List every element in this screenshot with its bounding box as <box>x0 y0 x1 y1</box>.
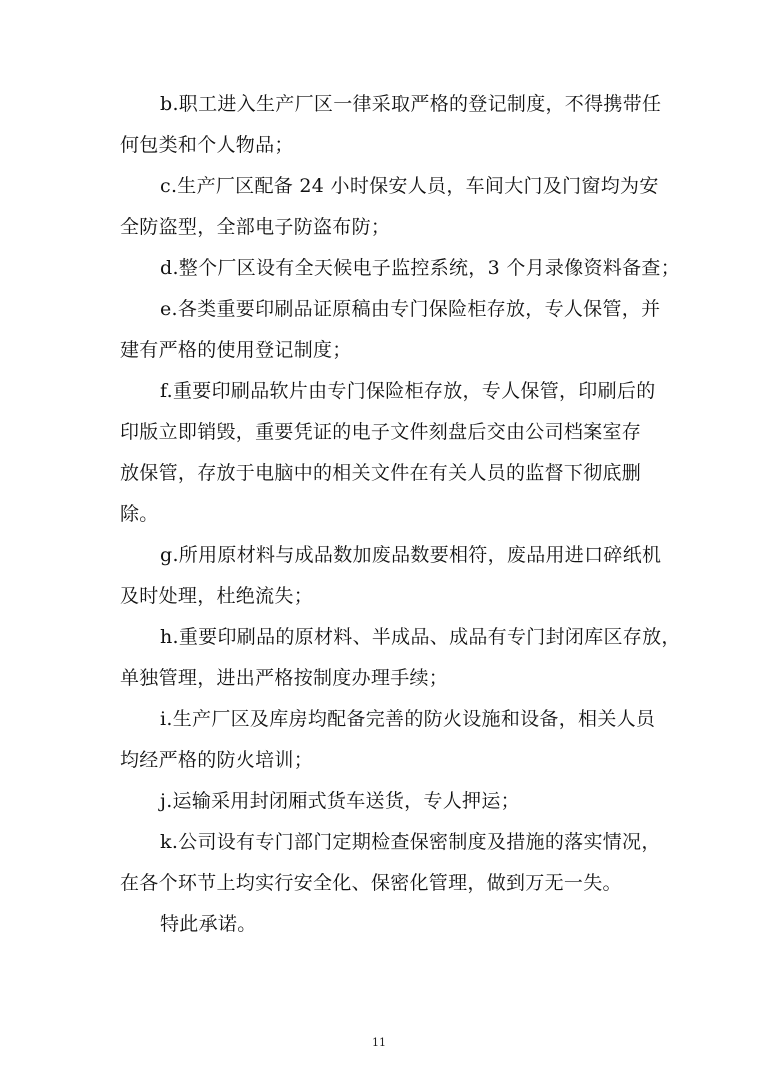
text-line: i.生产厂区及库房均配备完善的防火设施和设备，相关人员 <box>160 708 656 730</box>
text-line: 全防盗型，全部电子防盗布防； <box>120 216 391 238</box>
text-line: 何包类和个人物品； <box>120 134 294 156</box>
text-line: e.各类重要印刷品证原稿由专门保险柜存放，专人保管，并 <box>160 298 661 320</box>
text-line: 印版立即销毁，重要凭证的电子文件刻盘后交由公司档案室存 <box>120 421 642 443</box>
text-line: 建有严格的使用登记制度； <box>120 339 352 361</box>
text-line: 除。 <box>120 503 159 525</box>
text-line: 单独管理，进出严格按制度办理手续； <box>120 667 449 689</box>
page-number: 11 <box>372 1036 386 1049</box>
text-line: h.重要印刷品的原材料、半成品、成品有专门封闭库区存放， <box>160 626 681 648</box>
text-line: 及时处理，杜绝流失； <box>120 585 314 607</box>
text-line: 均经严格的防火培训； <box>120 749 314 771</box>
text-line: j.运输采用封闭厢式货车送货，专人押运； <box>160 790 520 812</box>
text-line: c.生产厂区配备 24 小时保安人员，车间大门及门窗均为安 <box>160 175 659 197</box>
text-line: k.公司设有专门部门定期检查保密制度及措施的落实情况， <box>160 831 661 853</box>
text-line: d.整个厂区设有全天候电子监控系统，3 个月录像资料备查； <box>160 257 681 279</box>
text-line: 在各个环节上均实行安全化、保密化管理，做到万无一失。 <box>120 872 622 894</box>
text-line: f.重要印刷品软片由专门保险柜存放，专人保管，印刷后的 <box>160 380 656 402</box>
text-line: b.职工进入生产厂区一律采取严格的登记制度，不得携带任 <box>160 93 662 115</box>
text-line: 放保管，存放于电脑中的相关文件在有关人员的监督下彻底删 <box>120 462 642 484</box>
text-line: g.所用原材料与成品数加废品数要相符，废品用进口碎纸机 <box>160 544 662 566</box>
text-line: 特此承诺。 <box>160 913 257 935</box>
